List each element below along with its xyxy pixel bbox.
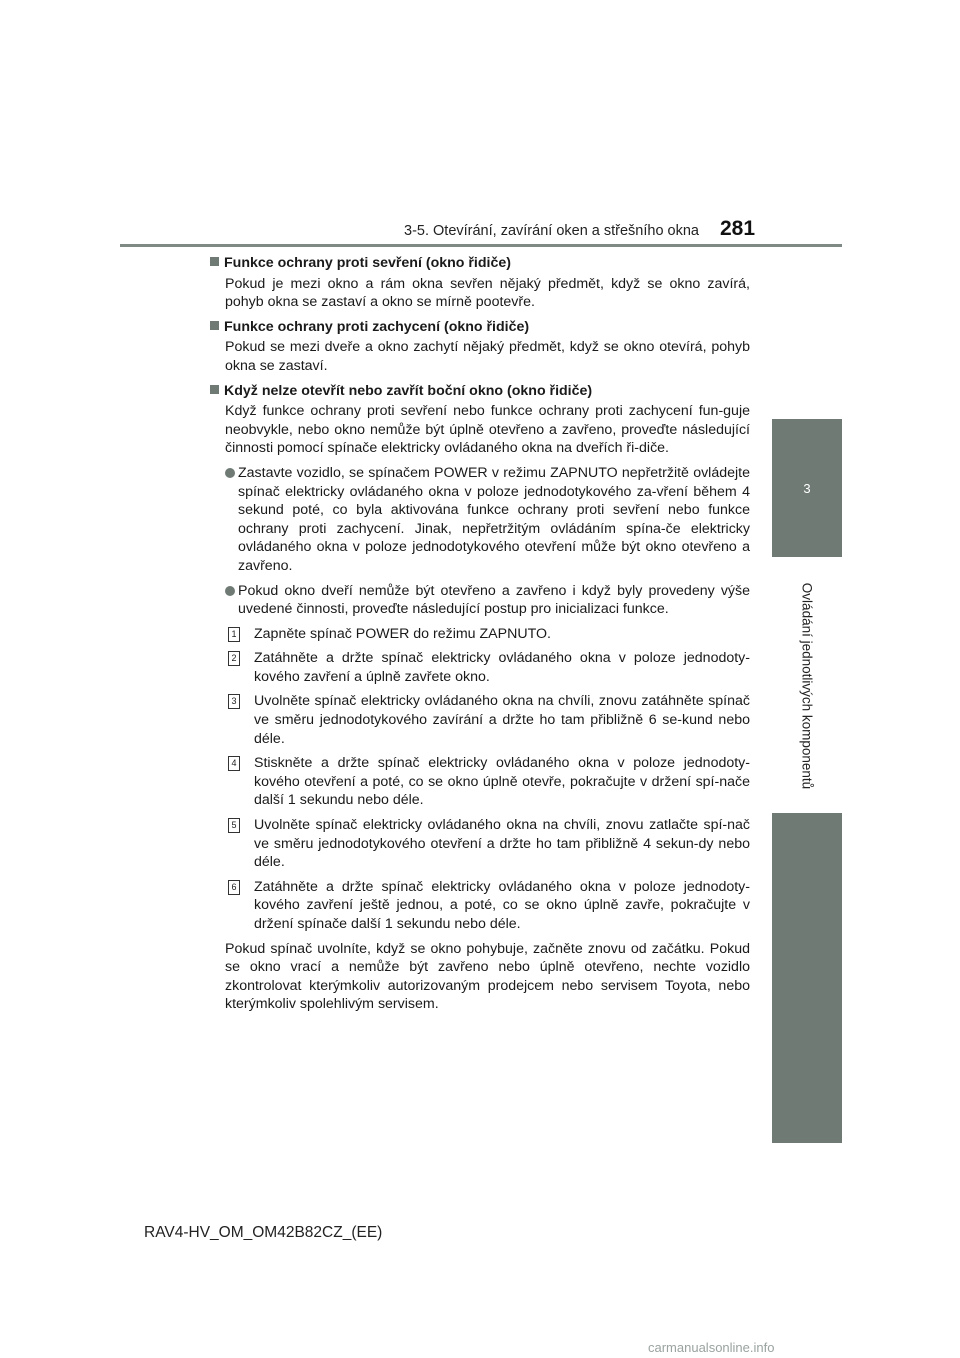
section-paragraph: Pokud je mezi okno a rám okna sevřen nějaký předmět, když se okno zavírá, pohyb okna se zastaví a okno se mírně pootevře. <box>225 275 750 311</box>
square-bullet-icon <box>210 321 219 330</box>
step-item <box>228 878 750 934</box>
circle-bullet-icon <box>225 586 235 596</box>
bullet-item <box>225 582 750 619</box>
step-item <box>228 816 750 872</box>
step-number-box: 4 <box>228 756 240 771</box>
section-paragraph: Pokud se mezi dveře a okno zachytí nějaký předmět, když se okno otevírá, pohyb okna se zastaví. <box>225 339 750 374</box>
square-bullet-icon <box>210 385 219 394</box>
side-tab-bottom-bar <box>772 813 842 1143</box>
section-heading-text: Funkce ochrany proti zachycení (okno řidiče) <box>224 318 530 335</box>
closing-note: Pokud spínač uvolníte, když se okno pohybuje, začněte znovu od začátku. Pokud se okno vrací a nemůže být zavřeno nebo úplně otevřeno, nechte vozidlo zkontrolovat kterýmkoliv autorizovaným prodejcem nebo servisem Toyota, nebo kterýmkoliv spolehlivým servisem. <box>225 940 750 1013</box>
bullet-text: Zastavte vozidlo, se spínačem POWER v režimu ZAPNUTO nepřetržitě ovládejte spínač elektricky ovládaného okna v poloze jednodotykového za-vření během 4 sekund poté, co byla aktivována funkce ochrany proti sevření nebo funkce ochrany proti zachycení. Jinak, nepřetržitým ovládáním spína-če elektricky ovládaného okna v poloze jednodotykového otevření může být okno otevřeno a zavřeno. <box>238 464 750 574</box>
step-number-box: 5 <box>228 818 240 833</box>
section-heading <box>210 382 750 401</box>
section-heading-text: Když nelze otevřít nebo zavřít boční okno (okno řidiče) <box>224 382 593 399</box>
circle-bullet-icon <box>225 468 235 478</box>
side-tab-chapter-number: 3 <box>772 419 842 557</box>
step-text: Zatáhněte a držte spínač elektricky ovládaného okna v poloze jednodoty-kového zavření a úplně zavřete okno. <box>254 650 750 685</box>
bullet-item <box>225 464 750 576</box>
page-number: 281 <box>720 217 756 240</box>
main-content <box>210 254 750 1020</box>
step-item <box>228 649 750 686</box>
step-item <box>228 754 750 810</box>
section-heading <box>210 254 750 273</box>
footer-document-code: RAV4-HV_OM_OM42B82CZ_(EE) <box>144 1224 383 1241</box>
bullet-text: Pokud okno dveří nemůže být otevřeno a zavřeno i když byly provedeny výše uvedené činnosti, proveďte následující postup pro inicializaci funkce. <box>238 582 750 618</box>
side-tab-title-text: Ovládání jednotlivých komponentů <box>799 582 815 789</box>
section-heading <box>210 318 750 337</box>
step-number-box: 6 <box>228 880 240 895</box>
watermark: carmanualsonline.info <box>648 1340 775 1355</box>
header-section-title: 3-5. Otevírání, zavírání oken a střešního okna <box>404 223 699 239</box>
step-text: Zapněte spínač POWER do režimu ZAPNUTO. <box>254 625 551 642</box>
section-heading-text: Funkce ochrany proti sevření (okno řidiče) <box>224 255 511 271</box>
square-bullet-icon <box>210 257 219 266</box>
step-number-box: 2 <box>228 651 240 666</box>
step-text: Uvolněte spínač elektricky ovládaného okna na chvíli, znovu zatáhněte spínač ve směru jednodotykového zavírání a držte ho tam přibližně 6 se-kund nebo déle. <box>254 693 750 747</box>
step-text: Uvolněte spínač elektricky ovládaného okna na chvíli, znovu zatlačte spí-nač ve směru jednodotykového otevření a držte ho tam přibližně 4 sekun-dy nebo déle. <box>254 817 750 871</box>
side-tab-chapter-title <box>772 558 842 813</box>
step-item <box>228 625 750 644</box>
step-text: Stiskněte a držte spínač elektricky ovládaného okna v poloze jednodoty-kového otevření a poté, co se okno úplně otevře, pokračujte v držení spí-nače další 1 sekundu nebo déle. <box>254 755 750 809</box>
step-number-box: 3 <box>228 694 240 709</box>
header-rule <box>120 244 842 247</box>
step-text: Zatáhněte a držte spínač elektricky ovládaného okna v poloze jednodoty-kového zavření ještě jednou, a poté, co se okno úplně zavře, pokračujte v držení spínače další 1 sekundu nebo déle. <box>254 878 750 932</box>
section-paragraph: Když funkce ochrany proti sevření nebo funkce ochrany proti zachycení fun-guje neobvykle, nebo okno nemůže být úplně otevřeno a zavřeno, proveďte následující činnosti pomocí spínače elektricky ovládaného okna na dveřích ři-diče. <box>225 403 750 457</box>
step-item <box>228 692 750 748</box>
step-number-box: 1 <box>228 627 240 642</box>
